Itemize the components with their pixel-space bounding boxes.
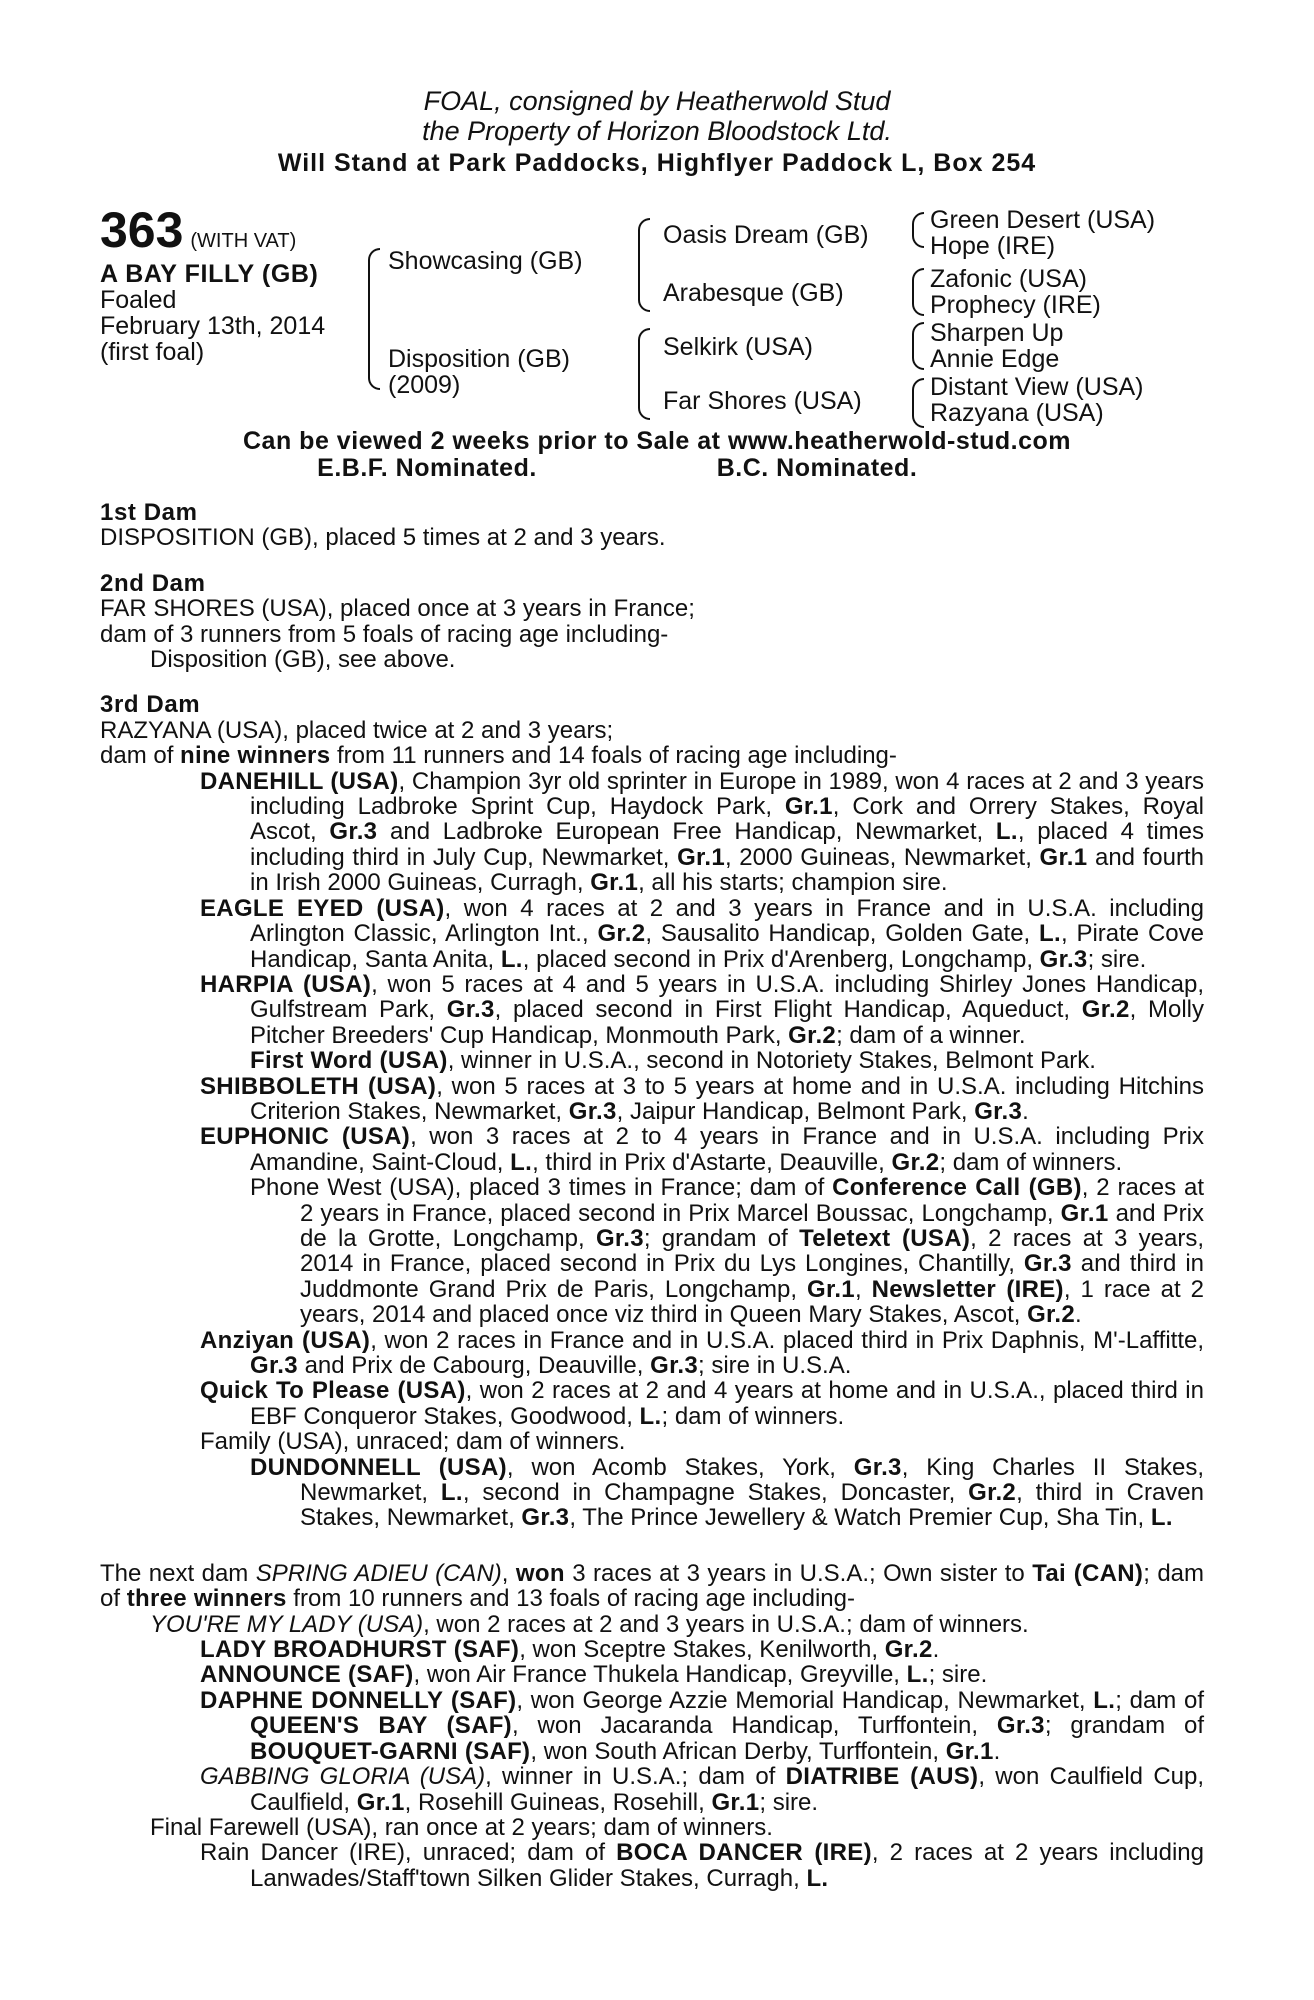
first-dam-text: DISPOSITION (GB), placed 5 times at 2 and 3 years. — [100, 524, 666, 552]
bracket-dam-parents — [638, 328, 650, 420]
second-dam-line: dam of 3 runners from 5 foals of racing age including- — [100, 620, 669, 648]
produce-entry: DUNDONNELL (USA), won Acomb Stakes, York, Gr.3, King Charles II Stakes, Newmarket, L., second in Champagne Stakes, Doncaster, Gr.2, third in Craven Stakes, Newmarket, Gr.3, The Prince Jewellery & Watch Premier Cup, Sha Tin, L. — [250, 1453, 1205, 1532]
pedigree-gen3-6: Annie Edge — [930, 345, 1060, 373]
produce-entry: EAGLE EYED (USA), won 4 races at 2 and 3 years in France and in U.S.A. including Arlington Classic, Arlington Int., Gr.2, Sausalito Handicap, Golden Gate, L., Pirate Cove Handicap, Santa Anita, L., placed second in Prix d'Arenberg, Longchamp, Gr.3; sire. — [200, 894, 1205, 973]
bc-nominated: B.C. Nominated. — [716, 454, 918, 482]
pedigree-sire-sire: Oasis Dream (GB) — [663, 221, 869, 249]
produce-entry: Rain Dancer (IRE), unraced; dam of BOCA DANCER (IRE), 2 races at 2 years including Lanwades/Staff'town Silken Glider Stakes, Curragh, L. — [200, 1839, 1204, 1892]
third-dam-line: RAZYANA (USA), placed twice at 2 and 3 years; — [100, 716, 614, 744]
pedigree-gen3-5: Sharpen Up — [930, 319, 1064, 347]
produce-entry: Anziyan (USA), won 2 races in France and in U.S.A. placed third in Prix Daphnis, M'-Laffitte, Gr.3 and Prix de Cabourg, Deauville, Gr.3; sire in U.S.A. — [200, 1326, 1204, 1379]
produce-entry: ANNOUNCE (SAF), won Air France Thukela Handicap, Greyville, L.; sire. — [200, 1661, 988, 1689]
pedigree-sire-dam: Arabesque (GB) — [663, 279, 844, 307]
property-line: the Property of Horizon Bloodstock Ltd. — [422, 116, 892, 146]
consignor-title: FOAL, consigned by Heatherwold Stud — [423, 86, 891, 116]
bracket-gen3-1 — [912, 212, 924, 248]
produce-entry: First Word (USA), winner in U.S.A., second in Notoriety Stakes, Belmont Park. — [250, 1047, 1096, 1075]
foal-note: (first foal) — [100, 338, 205, 366]
pedigree-gen3-3: Zafonic (USA) — [930, 265, 1087, 293]
first-dam-section — [100, 500, 1204, 551]
second-dam-line: Disposition (GB), see above. — [150, 646, 456, 674]
produce-records — [100, 769, 1204, 1891]
lot-name: A BAY FILLY (GB) — [100, 260, 319, 288]
pedigree-dam: Disposition (GB) — [388, 345, 570, 373]
bracket-gen3-3 — [912, 322, 924, 370]
first-dam-heading: 1st Dam — [100, 499, 198, 526]
pedigree-gen3-8: Razyana (USA) — [930, 399, 1104, 427]
ebf-nominated: E.B.F. Nominated. — [317, 454, 537, 482]
bracket-sire-dam — [368, 248, 380, 390]
pedigree-gen3-4: Prophecy (IRE) — [930, 291, 1101, 319]
stand-location: Will Stand at Park Paddocks, Highflyer Paddock L, Box 254 — [277, 149, 1037, 177]
produce-entry: GABBING GLORIA (USA), winner in U.S.A.; dam of DIATRIBE (AUS), won Caulfield Cup, Caulfield, Gr.1, Rosehill Guineas, Rosehill, Gr.1; sire. — [200, 1763, 1205, 1816]
second-dam-heading: 2nd Dam — [100, 569, 206, 597]
viewing-note: Can be viewed 2 weeks prior to Sale at www.heatherwold-stud.com — [243, 427, 1071, 455]
pedigree-dam-sire: Selkirk (USA) — [663, 333, 814, 361]
pedigree-sire: Showcasing (GB) — [388, 247, 583, 275]
pedigree-dam-dam: Far Shores (USA) — [663, 387, 862, 415]
vat-label: (WITH VAT) — [190, 230, 297, 252]
foaled-label: Foaled — [100, 286, 177, 314]
produce-entry: Final Farewell (USA), ran once at 2 years; dam of winners. — [150, 1813, 773, 1841]
pedigree-dam-year: (2009) — [388, 371, 461, 399]
lot-number: 363 — [100, 202, 184, 258]
produce-entry: HARPIA (USA), won 5 races at 4 and 5 years in U.S.A. including Shirley Jones Handicap, Gulfstream Park, Gr.3, placed second in First Flight Handicap, Aqueduct, Gr.2, Molly Pitcher Breeders' Cup Handicap, Monmouth Park, Gr.2; dam of a winner. — [200, 970, 1204, 1049]
bracket-gen3-2 — [912, 268, 924, 316]
third-dam-section — [100, 692, 1204, 768]
catalogue-body — [100, 500, 1204, 1891]
second-dam-section — [100, 571, 1204, 673]
produce-entry: Phone West (USA), placed 3 times in France; dam of Conference Call (GB), 2 races at 2 years in France, placed second in Prix Marcel Boussac, Longchamp, Gr.1 and Prix de la Grotte, Longchamp, Gr.3; grandam of Teletext (USA), 2 races at 3 years, 2014 in France, placed second in Prix du Lys Longines, Chantilly, Gr.3 and third in Juddmonte Grand Prix de Paris, Longchamp, Gr.1, Newsletter (IRE), 1 race at 2 years, 2014 and placed once viz third in Queen Mary Stakes, Ascot, Gr.2. — [250, 1174, 1205, 1329]
pedigree-gen3-2: Hope (IRE) — [930, 232, 1056, 260]
bracket-gen3-4 — [912, 378, 924, 428]
produce-entry: SHIBBOLETH (USA), won 5 races at 3 to 5 years at home and in U.S.A. including Hitchins Criterion Stakes, Newmarket, Gr.3, Jaipur Handicap, Belmont Park, Gr.3. — [200, 1072, 1204, 1125]
next-dam-paragraph: The next dam SPRING ADIEU (CAN), won 3 races at 3 years in U.S.A.; Own sister to Tai (CAN); dam of three winners from 10 runners and 13 foals of racing age including- — [100, 1559, 1205, 1613]
produce-entry: Family (USA), unraced; dam of winners. — [200, 1428, 626, 1456]
pedigree-gen3-1: Green Desert (USA) — [930, 206, 1156, 234]
produce-entry: YOU'RE MY LADY (USA), won 2 races at 2 and 3 years in U.S.A.; dam of winners. — [150, 1610, 1029, 1638]
produce-entry: DAPHNE DONNELLY (SAF), won George Azzie Memorial Handicap, Newmarket, L.; dam of QUEEN'S BAY (SAF), won Jacaranda Handicap, Turffontein, Gr.3; grandam of BOUQUET-GARNI (SAF), won South African Derby, Turffontein, Gr.1. — [200, 1686, 1205, 1765]
second-dam-line: FAR SHORES (USA), placed once at 3 years in France; — [100, 595, 695, 623]
third-dam-line: dam of nine winners from 11 runners and 14 foals of racing age including- — [100, 742, 897, 770]
third-dam-heading: 3rd Dam — [100, 691, 201, 719]
pedigree-gen3-7: Distant View (USA) — [930, 373, 1144, 401]
bracket-sire-parents — [638, 218, 650, 312]
foaled-date: February 13th, 2014 — [100, 312, 326, 340]
produce-entry: LADY BROADHURST (SAF), won Sceptre Stakes, Kenilworth, Gr.2. — [200, 1636, 940, 1664]
produce-entry: Quick To Please (USA), won 2 races at 2 and 4 years at home and in U.S.A., placed third in EBF Conqueror Stakes, Goodwood, L.; dam of winners. — [200, 1377, 1204, 1430]
produce-entry: DANEHILL (USA), Champion 3yr old sprinter in Europe in 1989, won 4 races at 2 and 3 years including Ladbroke Sprint Cup, Haydock Park, Gr.1, Cork and Orrery Stakes, Royal Ascot, Gr.3 and Ladbroke European Free Handicap, Newmarket, L., placed 4 times including third in July Cup, Newmarket, Gr.1, 2000 Guineas, Newmarket, Gr.1 and fourth in Irish 2000 Guineas, Curragh, Gr.1, all his starts; champion sire. — [200, 767, 1205, 897]
lot-info — [100, 202, 326, 366]
produce-entry: EUPHONIC (USA), won 3 races at 2 to 4 years in France and in U.S.A. including Prix Amandine, Saint-Cloud, L., third in Prix d'Astarte, Deauville, Gr.2; dam of winners. — [200, 1123, 1204, 1176]
